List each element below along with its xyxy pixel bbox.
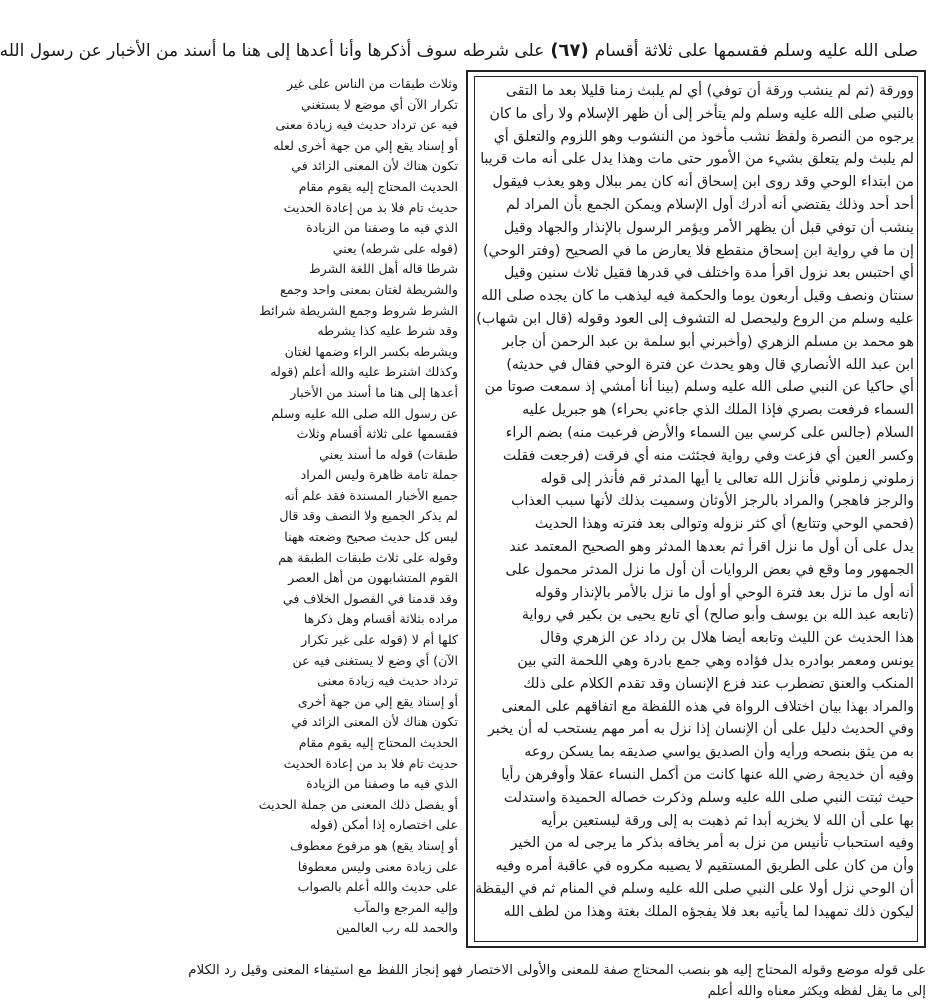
main-text-line: أنه أول ما نزل بعد فترة الوحي أو أول ما نزل بالأمر بالإنذار وقوله xyxy=(534,584,914,601)
main-text-line: من ابتداء الوحي وقد روى ابن إسحاق أنه كان يمر ببلال وهو يعذب فيقول xyxy=(492,174,914,191)
margin-text-line: والشريطة لغتان بمعنى واحد وجمع xyxy=(280,281,458,297)
margin-text-line: الحديث المحتاج إليه يقوم مقام xyxy=(298,178,458,194)
margin-text-line: مراده بثلاثة أقسام وهل ذكرها xyxy=(303,611,458,627)
margin-text-line: تكون هناك لأن المعنى الزائد في xyxy=(291,714,458,730)
margin-text-line: فقسمها على ثلاثة أقسام وثلاث xyxy=(296,426,458,442)
main-text-line: والمراد بهذا بيان اختلاف الرواة في هذه اللفظة مع اتفاقهم على المعنى xyxy=(501,698,914,715)
main-text-line: وفيه أن خديجة رضي الله عنها كانت من أكمل النساء عقلا وأوفرهن رأيا xyxy=(501,766,914,783)
main-text-line: أي احتبس بعد نزول اقرأ مدة واختلف في قدرها فقيل ثلاث سنين وقيل xyxy=(503,265,914,282)
margin-text-line: لم يذكر الجميع ولا النصف وقد قال xyxy=(279,508,458,524)
main-text-line: زملوني زملوني فأنزل الله تعالى يا أيها المدثر قم فأنذر إلى قوله xyxy=(540,470,914,487)
margin-text-line: وثلاث طبقات من الناس على غير xyxy=(286,76,458,91)
page-number: (٦٧) xyxy=(550,40,589,61)
main-text-block xyxy=(475,80,914,938)
main-text-line: حيث ثبتت النبي صلى الله عليه وسلم وذكرت خصاله الحميدة واستدلت xyxy=(503,789,914,806)
margin-commentary xyxy=(260,74,458,950)
main-text-line: هو محمد بن مسلم الزهري (وأخبرني أبو سلمة بن عبد الرحمن أن جابر xyxy=(502,333,914,350)
main-text-line: أحد أحد وذلك يقتضي أنه أدرك أول الإسلام ويمكن الجمع بأن المراد لم xyxy=(506,196,914,213)
main-text-line: به من يثق بنصحه ورأيه وأن الصديق يواسي صديقه بما يسكن روعه xyxy=(524,744,914,761)
margin-text-line: وقد قدمنا في الفصول الخلاف في xyxy=(282,590,458,606)
main-text-line: السماء فرفعت بصري فإذا الملك الذي جاءني بحراء) هو جبريل عليه xyxy=(522,402,914,419)
main-text-line: أن الوحي نزل أولا على النبي صلى الله عليه وسلم في المنام ثم في اليقظة xyxy=(475,880,914,897)
footer-text-line: إلى ما يقل لفظه ويكثر معناه والله أعلم xyxy=(707,984,926,999)
main-text-line: يدل على أن أول ما نزل اقرأ ثم بعدها المدثر وهو الصحيح المعتمد عند xyxy=(509,538,914,555)
margin-text-line: القوم المتشابهون من أهل العصر xyxy=(288,570,458,586)
margin-text-line: الآن) أي وضع لا يستغنى فيه عن xyxy=(292,652,458,668)
margin-text-line: أو يفصل ذلك المعنى من جملة الحديث xyxy=(258,796,458,812)
margin-text-line: أعدها إلى هنا ما أسند من الأخبار xyxy=(290,384,458,400)
main-text-line: ليكون ذلك تمهيدا لما يأتيه بعد فلا يفجؤه الملك بغتة وهذا من لطف الله xyxy=(503,903,914,920)
main-text-line: السلام (جالس على كرسي بين السماء والأرض فرعبت منه) بضم الراء xyxy=(505,424,914,441)
margin-text-line: على حديث والله أعلم بالصواب xyxy=(297,879,458,895)
margin-text-line: جميع الأخبار المسندة فقد علم أنه xyxy=(284,487,458,503)
margin-text-line: شرطا قاله أهل اللغة الشرط xyxy=(309,261,458,277)
margin-text-line: وقوله على ثلاث طبقات الطبقة هم xyxy=(278,549,458,565)
margin-text-line: ليس كل حديث صحيح وضعته ههنا xyxy=(284,529,458,545)
main-text-line: وورقة (ثم لم ينشب ورقة أن توفي) أي لم يلبث زمنا قليلا بعد ما التقى xyxy=(505,83,914,99)
header-left-text: على شرطه سوف أذكرها وأنا أعدها إلى هنا ما أسند من الأخبار عن رسول الله xyxy=(0,41,545,61)
margin-text-line: والحمد لله رب العالمين xyxy=(336,920,458,936)
margin-text-line: جملة تامة ظاهرة وليس المراد xyxy=(300,467,458,483)
main-text-line: بها على أن الله لا يخزيه أبدا ثم ذهبت به إلى ورقة ليستعين برأيه xyxy=(540,812,914,829)
main-text-line: هذا الحديث عن الليث وتابعه أيضا هلال بن رداد عن الزهري وقال xyxy=(539,630,914,647)
main-text-line: لم يلبث ولم يتعلق بشيء من الأمور حتى مات وهذا يدل على أنه مات قريبا xyxy=(480,151,914,168)
main-text-line: إن ما في رواية ابن إسحاق منقطع فلا يعارض ما في الصحيح (وفتر الوحي) xyxy=(482,242,914,259)
margin-text-line: ويشرطه بكسر الراء وضمها لغتان xyxy=(284,343,458,359)
margin-text-line: أو إسناد يقع إلي من جهة أخرى xyxy=(297,693,458,709)
main-text-line: المنكب والعنق تضطرب عند فزع الإنسان وقد تقدم الكلام على ذلك xyxy=(523,675,914,692)
margin-text-line: حديث تام فلا بد من إعادة الحديث xyxy=(283,199,458,215)
main-text-line: (فحمي الوحي وتتابع) أي كثر نزوله وتوالى بعد فترته وهذا الحديث xyxy=(534,516,914,533)
main-text-line: يرجوه من النصرة ولفظ نشب مأخوذ من النشوب وهو اللزوم والتعلق أي xyxy=(493,128,914,145)
main-text-line: وكسر العين أي فزعت وفي رواية فجئثت منه أي فرقت (فرجعت فقلت xyxy=(502,447,914,464)
main-text-line: والرجز فاهجر) والمراد بالرجز الأوثان وسميت بذلك لأنها سبب العذاب xyxy=(511,493,914,510)
main-text-line: سنتان ونصف وقيل أربعون يوما والحكمة فيه ليذهب ما كان يجده صلى الله xyxy=(481,288,914,305)
margin-text-line: أو إسناد يقع إلي من جهة أخرى لعله xyxy=(273,137,458,153)
margin-text-line: على اختصاره إذا أمكن (قوله xyxy=(309,817,458,833)
main-text-line: وفيه استحباب تأنيس من نزل به أمر يخافه بذكر ما يرجى له من الخير xyxy=(510,835,914,852)
margin-text-line: تكرار الآن أي موضع لا يستغني xyxy=(300,96,458,112)
margin-text-line: تكون هناك لأن المعنى الزائد في xyxy=(291,158,458,174)
main-text-line: (تابعه عبد الله بن يوسف وأبو صالح) أي تابع يحيى بن بكير في رواية xyxy=(521,607,914,624)
margin-text-line: حديث تام فلا بد من إعادة الحديث xyxy=(283,755,458,771)
main-text-line: بالنبي صلى الله عليه وسلم ولم يتأخر إلى أن ظهر الإسلام ولا رأى ما كان xyxy=(489,105,914,122)
margin-text-line: كلها أم لا (قوله على غير تكرار xyxy=(301,632,458,648)
footer-text-line: على قوله موضع وقوله المحتاج إليه هو بنصب المحتاج صفة للمعنى والأولى الاختصار فهو إنجاز اللفظ مع استيفاء المعنى وقيل رد الكلام xyxy=(188,963,926,978)
margin-text-line: على زيادة معنى وليس معطوفا xyxy=(297,858,458,874)
running-header xyxy=(0,36,918,66)
main-text-line: ينشب أن توفي قبل أن يظهر الأمر ويؤمر الرسول بالإنذار والجهاد وقيل xyxy=(503,219,914,236)
main-text-line: يونس ومعمر بوادره بدل فؤاده وهي جمع بادرة وهي اللحمة التي بين xyxy=(517,652,914,669)
margin-text-line: وكذلك اشترط عليه والله أعلم (قوله xyxy=(270,364,458,380)
margin-text-line: الذي فيه ما وصفنا من الزيادة xyxy=(306,776,458,792)
main-text-line: وفي الحديث دليل على أن الإنسان إذا نزل به أمر مهم يستحب له أن يخبر xyxy=(487,721,914,738)
margin-text-line: وإليه المرجع والمآب xyxy=(353,899,458,915)
main-text-line: ابن عبد الله الأنصاري قال وهو يحدث عن فترة الوحي فقال في حديثه) xyxy=(506,356,914,373)
margin-text-line: الحديث المحتاج إليه يقوم مقام xyxy=(298,735,458,750)
bottom-text xyxy=(188,960,926,1004)
margin-text-line: وقد شرط عليه كذا يشرطه xyxy=(317,323,458,339)
margin-text-line: الشرط شروط وجمع الشريطة شرائط xyxy=(259,302,458,318)
margin-text-line: طبقات) قوله ما أسند يعني xyxy=(319,446,458,462)
margin-text-line: (قوله على شرطه) يعني xyxy=(332,240,458,256)
main-text-line: أي حاكيا عن النبي صلى الله عليه وسلم (بينا أنا أمشي إذ سمعت صوتا من xyxy=(484,379,914,396)
margin-text-line: الذي فيه ما وصفنا من الزيادة xyxy=(306,220,458,236)
margin-text-line: أو إسناد يقع) هو مرفوع معطوف xyxy=(290,837,458,853)
margin-text-line: عن رسول الله صلى الله عليه وسلم xyxy=(271,405,458,421)
margin-text-line: ترداد حديث فيه زيادة معنى xyxy=(317,673,458,689)
header-right-text: صلى الله عليه وسلم فقسمها على ثلاثة أقسام xyxy=(594,41,918,61)
main-text-line: الجمهور وما وقع في بعض الروايات أن أول ما نزل المدثر محمول على xyxy=(505,561,914,578)
main-text-line: وأن من كان على الطريق المستقيم لا يصيبه مكروه في عاقبة أمره وفيه xyxy=(495,858,914,875)
main-text-line: عليه وسلم من الروع وليحصل له التشوف إلى العود وقوله (قال ابن شهاب) xyxy=(476,310,914,327)
margin-text-line: فيه عن ترداد حديث فيه زيادة معنى xyxy=(275,117,458,133)
